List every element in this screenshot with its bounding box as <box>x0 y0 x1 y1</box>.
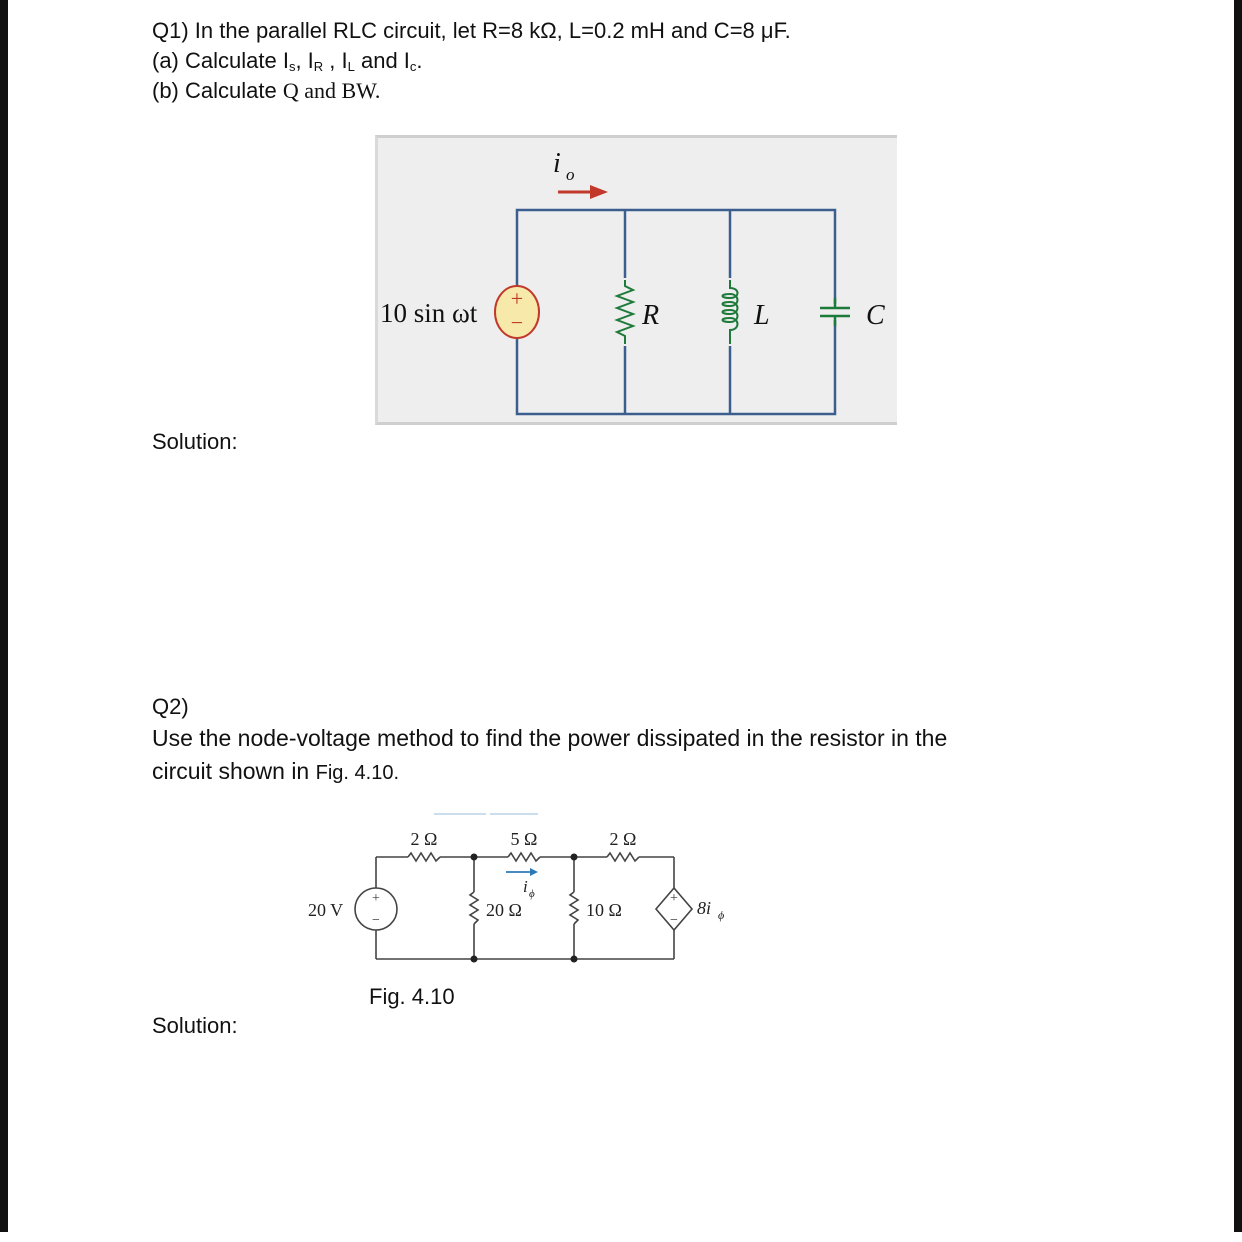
solution-2-label: Solution: <box>152 1013 238 1038</box>
resistor-2ohm-left-icon <box>408 853 440 861</box>
source-label: 10 sin ωt <box>380 298 478 328</box>
r-label: R <box>642 300 660 331</box>
fig-4-10-caption: Fig. 4.10 <box>369 984 455 1009</box>
current-sub: o <box>566 165 575 184</box>
c-label: C <box>866 300 885 331</box>
dep-source-minus: − <box>670 913 678 928</box>
rlc-circuit-figure <box>375 135 897 425</box>
fig2-source-minus: − <box>372 913 380 928</box>
l-label: L <box>754 300 770 331</box>
q1-part-a-text: (a) Calculate I <box>152 48 289 73</box>
q1-part-b-text: (b) Calculate <box>152 78 283 103</box>
q1-sub-c: c <box>409 59 417 74</box>
q1-sub-s: s <box>288 59 296 74</box>
q1-sub-r: R <box>313 59 324 74</box>
q2-statement-line1: Use the node-voltage method to find the power dissipated in the resistor in the <box>152 725 948 751</box>
q1-sub-l: L <box>347 59 355 74</box>
source-plus: + <box>510 286 524 311</box>
q1-part-b-math: Q and BW. <box>282 78 381 103</box>
r2-label: 5 Ω <box>510 829 538 849</box>
resistor-5ohm-icon <box>508 853 540 861</box>
q1-and: and I <box>354 48 410 73</box>
q1-part-b <box>152 76 380 106</box>
iphi-sub: ϕ <box>529 888 535 900</box>
q2-statement-line2 <box>152 756 399 788</box>
iphi-label: i <box>523 877 528 896</box>
page-edge-right <box>1234 0 1242 1232</box>
solution-1-label: Solution: <box>152 429 238 454</box>
resistor-2ohm-right-icon <box>607 853 639 861</box>
current-label: i <box>553 148 561 179</box>
q2-fig-ref: Fig. 4.10. <box>315 762 400 784</box>
fig2-source-label: 20 V <box>308 900 344 920</box>
rlc-circuit-diagram <box>378 138 897 422</box>
dep-source-plus: + <box>670 891 678 906</box>
q1-sep1: , I <box>295 48 314 73</box>
resistor-10ohm-icon <box>570 892 578 924</box>
source-minus: − <box>510 310 524 335</box>
r10-label: 10 Ω <box>586 900 622 920</box>
page-edge-left <box>0 0 8 1232</box>
q2-line2-text: circuit shown in <box>152 758 316 784</box>
iphi-arrow-icon <box>530 868 538 876</box>
q2-title: Q2) <box>152 694 189 719</box>
node-top-2 <box>571 854 578 861</box>
fig-4-10-diagram <box>300 800 760 975</box>
fig2-source-plus: + <box>372 891 380 906</box>
q1-statement: Q1) In the parallel RLC circuit, let R=8 kΩ, L=0.2 mH and C=8 μF. <box>152 18 791 43</box>
q1-sep2: , I <box>323 48 348 73</box>
r3-label: 2 Ω <box>609 829 637 849</box>
node-top-1 <box>471 854 478 861</box>
dep-source-sub: ϕ <box>718 908 725 922</box>
rlc-outer-wire <box>517 210 835 414</box>
node-bottom-1 <box>471 956 478 963</box>
r20-label: 20 Ω <box>486 900 522 920</box>
current-arrow-icon <box>590 185 608 199</box>
resistor-20ohm-icon <box>470 892 478 924</box>
q1-end: . <box>416 48 423 73</box>
r1-label: 2 Ω <box>410 829 438 849</box>
node-bottom-2 <box>571 956 578 963</box>
dep-source-label: 8i <box>697 898 712 918</box>
